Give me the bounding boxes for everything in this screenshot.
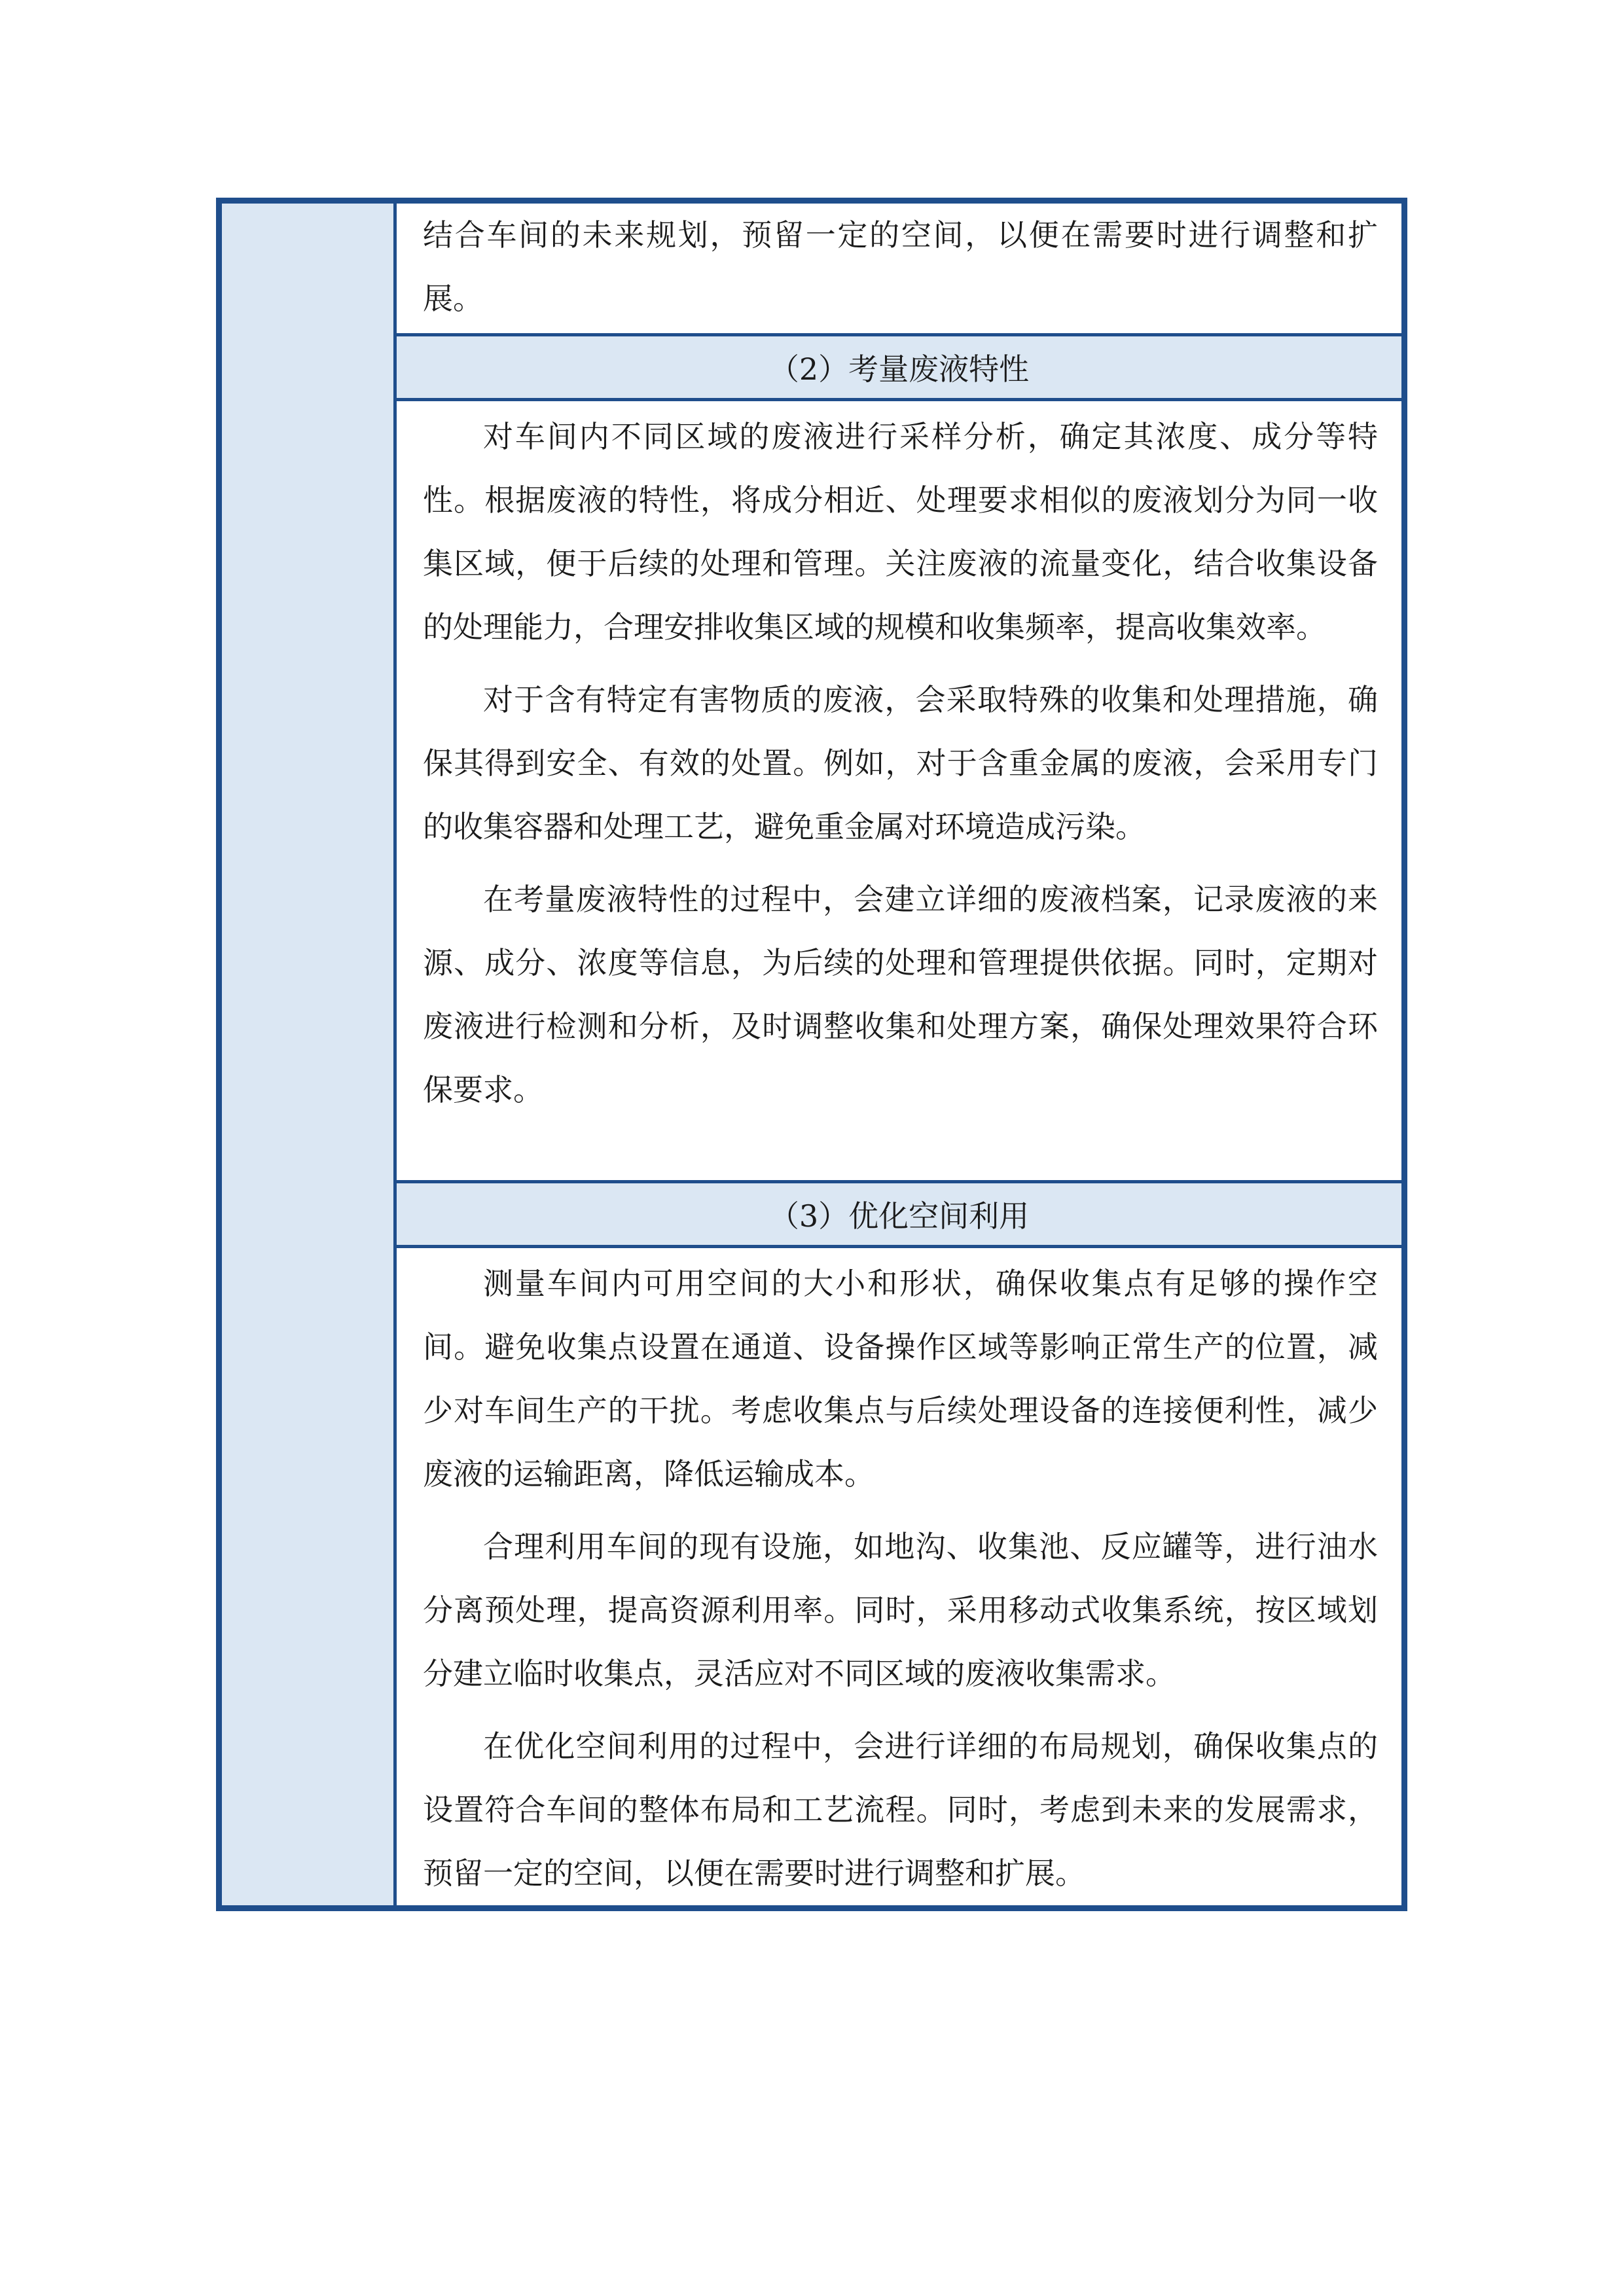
section-3-paragraph: 合理利用车间的现有设施，如地沟、收集池、反应罐等，进行油水分离预处理，提高资源利用率。同时，采用移动式收集系统，按区域划分建立临时收集点，灵活应对不同区域的废液收集需求。 — [423, 1528, 1378, 1691]
section-2-paragraph: 对车间内不同区域的废液进行采样分析，确定其浓度、成分等特性。根据废液的特性，将成分相近、处理要求相似的废液划分为同一收集区域，便于后续的处理和管理。关注废液的流量变化，结合收集设备的处理能力，合理安排收集区域的规模和收集频率，提高收集效率。 — [423, 419, 1378, 645]
section-2-paragraph: 对于含有特定有害物质的废液，会采取特殊的收集和处理措施，确保其得到安全、有效的处置。例如，对于含重金属的废液，会采用专门的收集容器和处理工艺，避免重金属对环境造成污染。 — [423, 682, 1378, 845]
table-right-column — [397, 204, 1401, 1905]
section-2-body — [397, 401, 1401, 1179]
section-3-paragraph: 测量车间内可用空间的大小和形状，确保收集点有足够的操作空间。避免收集点设置在通道、设备操作区域等影响正常生产的位置，减少对车间生产的干扰。考虑收集点与后续处理设备的连接便利性，减少废液的运输距离，降低运输成本。 — [423, 1265, 1378, 1492]
section-3-title: （3）优化空间利用 — [768, 1198, 1030, 1234]
section-2-paragraph: 在考量废液特性的过程中，会建立详细的废液档案，记录废液的来源、成分、浓度等信息，为后续的处理和管理提供依据。同时，定期对废液进行检测和分析，及时调整收集和处理方案，确保处理效果符合环保要求。 — [423, 882, 1378, 1108]
section-3-header — [397, 1180, 1401, 1248]
content-table — [216, 198, 1407, 1911]
section-2-header — [397, 333, 1401, 401]
section-3-paragraph: 在优化空间利用的过程中，会进行详细的布局规划，确保收集点的设置符合车间的整体布局和工艺流程。同时，考虑到未来的发展需求，预留一定的空间，以便在需要时进行调整和扩展。 — [423, 1728, 1378, 1891]
intro-paragraph: 结合车间的未来规划，预留一定的空间，以便在需要时进行调整和扩展。 — [423, 217, 1378, 316]
intro-cell — [397, 204, 1401, 333]
table-left-column — [222, 204, 397, 1905]
section-3-body — [397, 1248, 1401, 1905]
section-2-title: （2）考量废液特性 — [768, 351, 1030, 387]
